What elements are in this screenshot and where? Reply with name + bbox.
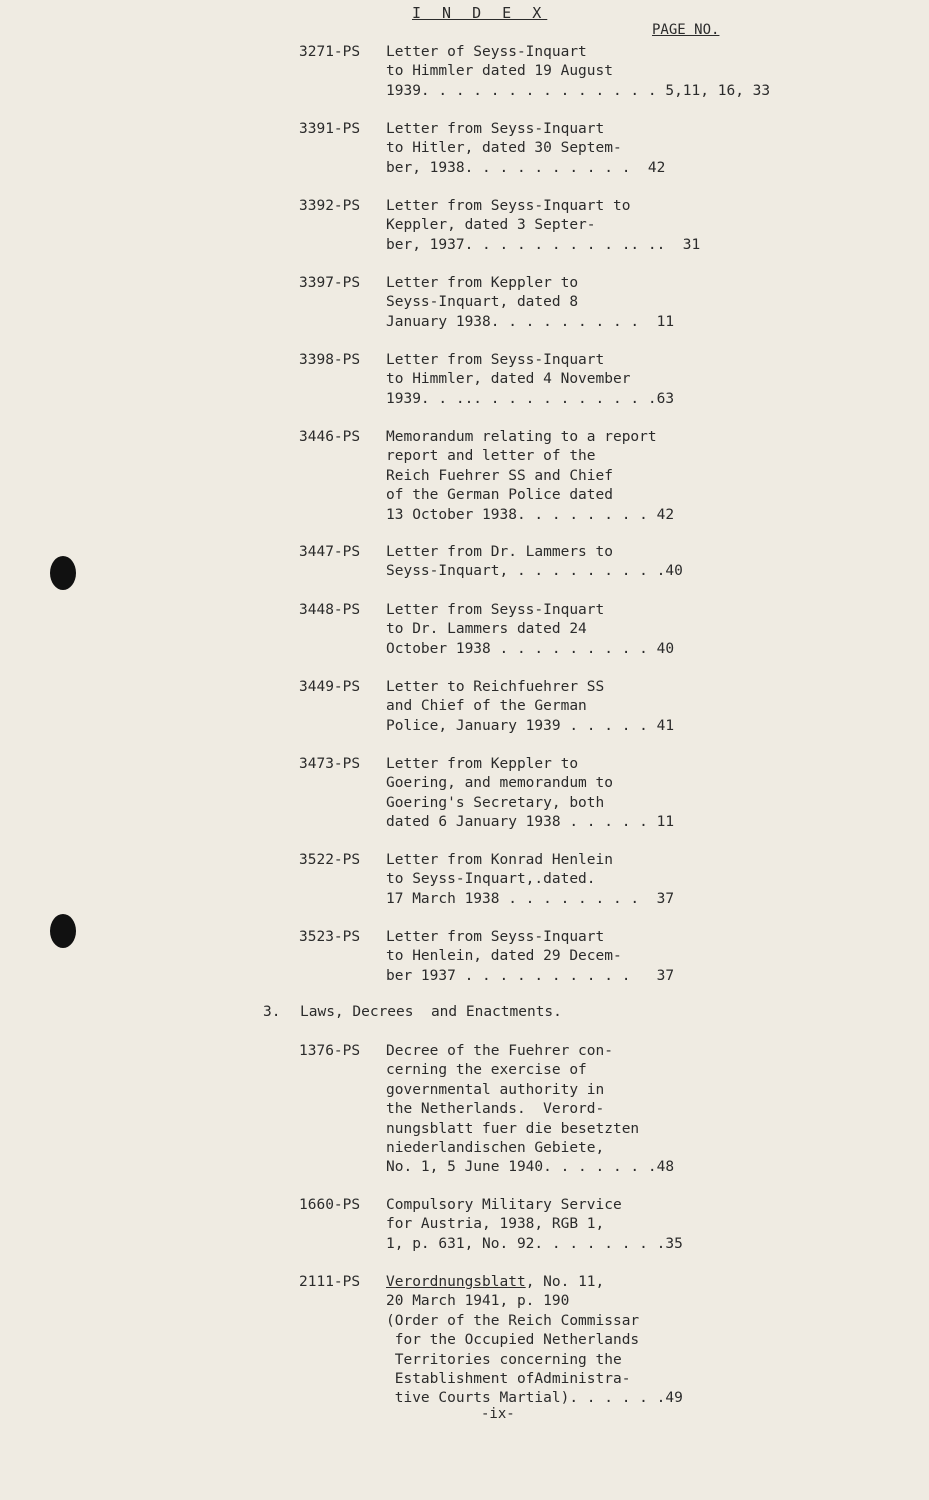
description-line: to Henlein, dated 29 Decem-: [386, 948, 622, 965]
entry-description: [386, 428, 674, 525]
description-line: Goering, and memorandum to: [386, 775, 613, 792]
description-line: governmental authority in: [386, 1081, 605, 1098]
description-line: cerning the exercise of: [386, 1062, 587, 1079]
document-code: 3522-PS: [299, 852, 361, 868]
description-line: 1, p. 631, No. 92. . . . . . . .35: [386, 1235, 683, 1252]
document-code: 3391-PS: [299, 121, 361, 137]
entry-description: [386, 1196, 683, 1254]
description-line: Keppler, dated 3 Septer-: [386, 217, 596, 234]
description-line: for Austria, 1938, RGB 1,: [386, 1216, 605, 1233]
entry-description: [386, 274, 674, 332]
punch-hole-top: [50, 556, 76, 590]
entry-description: [386, 755, 674, 833]
description-line: Memorandum relating to a report: [386, 429, 657, 445]
description-line: Establishment ofAdministra-: [386, 1371, 631, 1388]
description-line: Letter from Keppler to: [386, 756, 579, 772]
document-code: 3446-PS: [299, 429, 361, 445]
page-no-header: PAGE NO.: [652, 22, 720, 38]
description-line: Letter from Konrad Henlein: [386, 852, 613, 868]
entry-description: [386, 601, 674, 659]
description-line: No. 1, 5 June 1940. . . . . . .48: [386, 1159, 675, 1176]
description-line: Verordnungsblatt, No. 11,: [386, 1274, 605, 1290]
index-title: I N D E X: [412, 4, 548, 22]
entry-description: [386, 1042, 674, 1178]
document-code: 3523-PS: [299, 929, 361, 945]
description-line: (Order of the Reich Commissar: [386, 1312, 640, 1329]
document-code: 3473-PS: [299, 756, 361, 772]
document-code: 2111-PS: [299, 1274, 361, 1290]
description-line: 13 October 1938. . . . . . . . 42: [386, 506, 675, 523]
section-title: Laws, Decrees and Enactments.: [300, 1004, 562, 1020]
description-line: 1939. . . . . . . . . . . . . . 5,11, 16, 33: [386, 82, 771, 99]
entry-description: [386, 678, 674, 736]
document-code: 3397-PS: [299, 275, 361, 291]
description-line: ber 1937 . . . . . . . . . . 37: [386, 967, 675, 984]
description-line: ber, 1938. . . . . . . . . . 42: [386, 159, 666, 176]
page-number-footer: -ix-: [481, 1406, 515, 1422]
description-line: Goering's Secretary, both: [386, 794, 605, 811]
description-line: Letter from Seyss-Inquart: [386, 602, 605, 618]
description-line: Letter from Dr. Lammers to: [386, 544, 613, 560]
description-line: of the German Police dated: [386, 487, 613, 504]
description-line: January 1938. . . . . . . . . 11: [386, 313, 675, 330]
description-line: report and letter of the: [386, 448, 596, 465]
document-code: 3448-PS: [299, 602, 361, 618]
entry-description: [386, 120, 665, 178]
section-number: 3.: [263, 1004, 281, 1020]
entry-description: [386, 928, 674, 986]
entry-description: [386, 851, 674, 909]
description-line: 17 March 1938 . . . . . . . . 37: [386, 890, 675, 907]
document-code: 1376-PS: [299, 1043, 361, 1059]
document-code: 3271-PS: [299, 44, 361, 60]
description-line: niederlandischen Gebiete,: [386, 1140, 605, 1157]
description-line: Letter from Seyss-Inquart: [386, 929, 605, 945]
entry-description: [386, 351, 674, 409]
description-line: Police, January 1939 . . . . . 41: [386, 717, 675, 734]
description-line: Seyss-Inquart, dated 8: [386, 294, 579, 311]
description-line: and Chief of the German: [386, 698, 587, 715]
entry-description: [386, 197, 700, 255]
entry-description: [386, 1273, 683, 1409]
description-line: Letter from Keppler to: [386, 275, 579, 291]
document-code: 3449-PS: [299, 679, 361, 695]
description-line: Letter from Seyss-Inquart: [386, 121, 605, 137]
description-line: Seyss-Inquart, . . . . . . . . .40: [386, 563, 683, 580]
description-line: ber, 1937. . . . . . . . . .. .. 31: [386, 236, 701, 253]
entry-description: [386, 43, 770, 101]
document-code: 3398-PS: [299, 352, 361, 368]
description-line: nungsblatt fuer die besetzten: [386, 1120, 640, 1137]
description-line: October 1938 . . . . . . . . . 40: [386, 640, 675, 657]
description-line: Compulsory Military Service: [386, 1197, 622, 1213]
description-line: 1939. . ... . . . . . . . . . .63: [386, 390, 675, 407]
description-line: to Himmler, dated 4 November: [386, 371, 631, 388]
description-line: to Himmler dated 19 August: [386, 63, 613, 80]
description-line: to Dr. Lammers dated 24: [386, 621, 587, 638]
description-line: to Seyss-Inquart,.dated.: [386, 871, 596, 888]
description-line: Reich Fuehrer SS and Chief: [386, 467, 613, 484]
description-line: the Netherlands. Verord-: [386, 1101, 605, 1118]
description-line: dated 6 January 1938 . . . . . 11: [386, 814, 675, 831]
document-code: 3392-PS: [299, 198, 361, 214]
entry-description: [386, 543, 683, 582]
description-line: Letter from Seyss-Inquart to: [386, 198, 631, 214]
document-code: 1660-PS: [299, 1197, 361, 1213]
description-line: Letter from Seyss-Inquart: [386, 352, 605, 368]
document-code: 3447-PS: [299, 544, 361, 560]
description-line: Letter to Reichfuehrer SS: [386, 679, 605, 695]
description-line: for the Occupied Netherlands: [386, 1332, 640, 1349]
description-line: tive Courts Martial). . . . . .49: [386, 1390, 683, 1407]
description-line: 20 March 1941, p. 190: [386, 1293, 570, 1310]
description-line: Decree of the Fuehrer con-: [386, 1043, 613, 1059]
description-line: Letter of Seyss-Inquart: [386, 44, 587, 60]
punch-hole-bottom: [50, 914, 76, 948]
description-line: Territories concerning the: [386, 1351, 622, 1368]
description-line: to Hitler, dated 30 Septem-: [386, 140, 622, 157]
